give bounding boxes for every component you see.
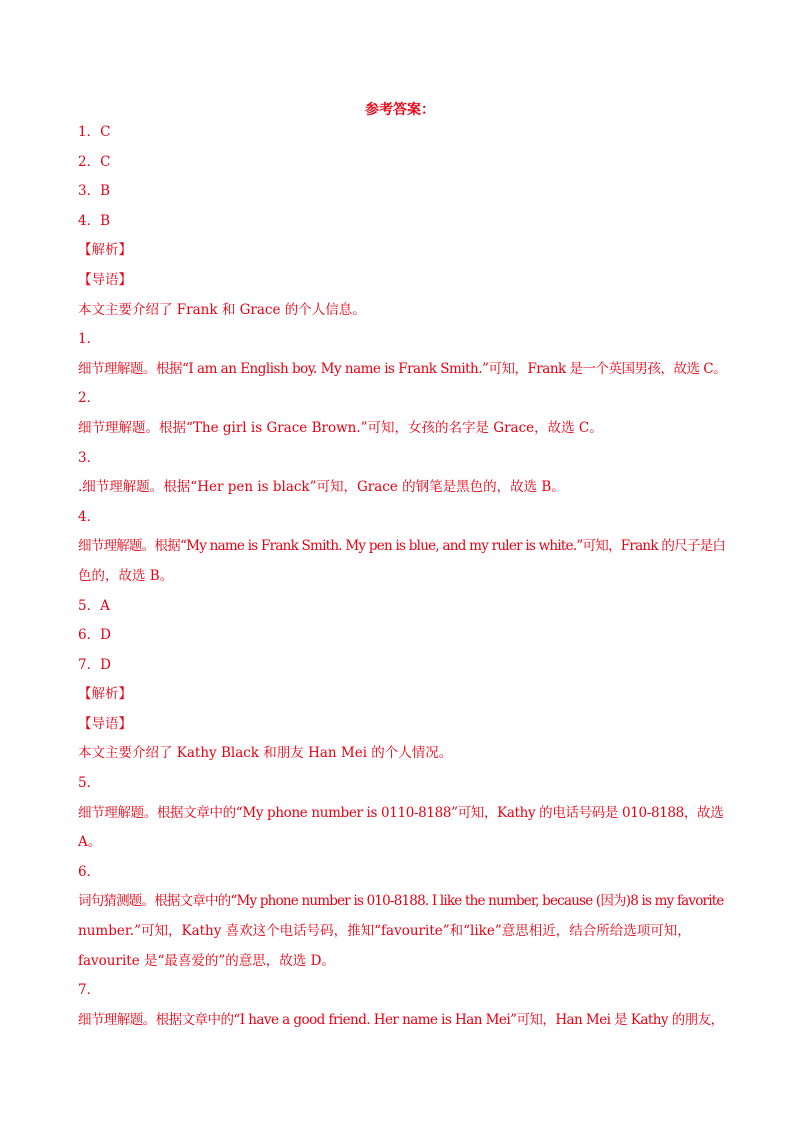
section-heading-analysis: 【解析】 — [78, 686, 132, 703]
answer-line: 2．C — [78, 153, 111, 170]
answer-explanations — [78, 118, 726, 1035]
answer-key-title: 参考答案： — [365, 102, 435, 118]
explanation-text: 色的，故选 B。 — [78, 567, 174, 584]
explanation-text: .细节理解题。根据“Her pen is black”可知，Grace 的钢笔是黑色的，故选 B。 — [78, 479, 565, 496]
answer-line: 3．B — [78, 183, 111, 200]
answer-line: 1．C — [78, 124, 111, 140]
question-number: 6． — [78, 863, 101, 880]
answer-line: 5．A — [78, 597, 110, 614]
section-heading-analysis: 【解析】 — [78, 242, 132, 259]
answer-line: 4．B — [78, 212, 111, 229]
question-number: 2． — [78, 390, 101, 407]
answer-line: 6．D — [78, 627, 111, 644]
explanation-text: favourite 是“最喜爱的”的意思，故选 D。 — [78, 952, 335, 969]
question-number: 3． — [78, 449, 101, 466]
question-number: 1． — [78, 331, 101, 348]
explanation-text: 细节理解题。根据“The girl is Grace Brown.”可知，女孩的名字是 Grace，故选 C。 — [78, 419, 603, 436]
explanation-text: 词句猜测题。根据文章中的“My phone number is 010-8188. I like the number, because (因为)8 is my favorite — [78, 893, 724, 910]
passage-summary: 本文主要介绍了 Kathy Black 和朋友 Han Mei 的个人情况。 — [78, 745, 453, 762]
explanation-text: 细节理解题。根据“I am an English boy. My name is Frank Smith.”可知，Frank 是一个英国男孩，故选 C。 — [78, 360, 727, 377]
question-number: 7． — [78, 982, 101, 999]
question-number: 4． — [78, 508, 101, 525]
passage-summary: 本文主要介绍了 Frank 和 Grace 的个人信息。 — [78, 301, 366, 318]
explanation-text: number.”可知，Kathy 喜欢这个电话号码，推知“favourite”和“like”意思相近，结合所给选项可知， — [78, 923, 691, 940]
question-number: 5． — [78, 775, 101, 792]
section-heading-intro: 【导语】 — [78, 715, 132, 732]
explanation-text: 细节理解题。根据文章中的“I have a good friend. Her name is Han Mei”可知，Han Mei 是 Kathy 的朋友， — [78, 1011, 724, 1028]
section-heading-intro: 【导语】 — [78, 271, 132, 288]
answer-line: 7．D — [78, 656, 111, 673]
explanation-text: 细节理解题。根据文章中的“My phone number is 0110-8188”可知，Kathy 的电话号码是 010-8188，故选 — [78, 804, 724, 821]
explanation-text: A。 — [78, 834, 102, 851]
explanation-text: 细节理解题。根据“My name is Frank Smith. My pen is blue, and my ruler is white.”可知，Frank 的尺子是白 — [78, 538, 726, 555]
